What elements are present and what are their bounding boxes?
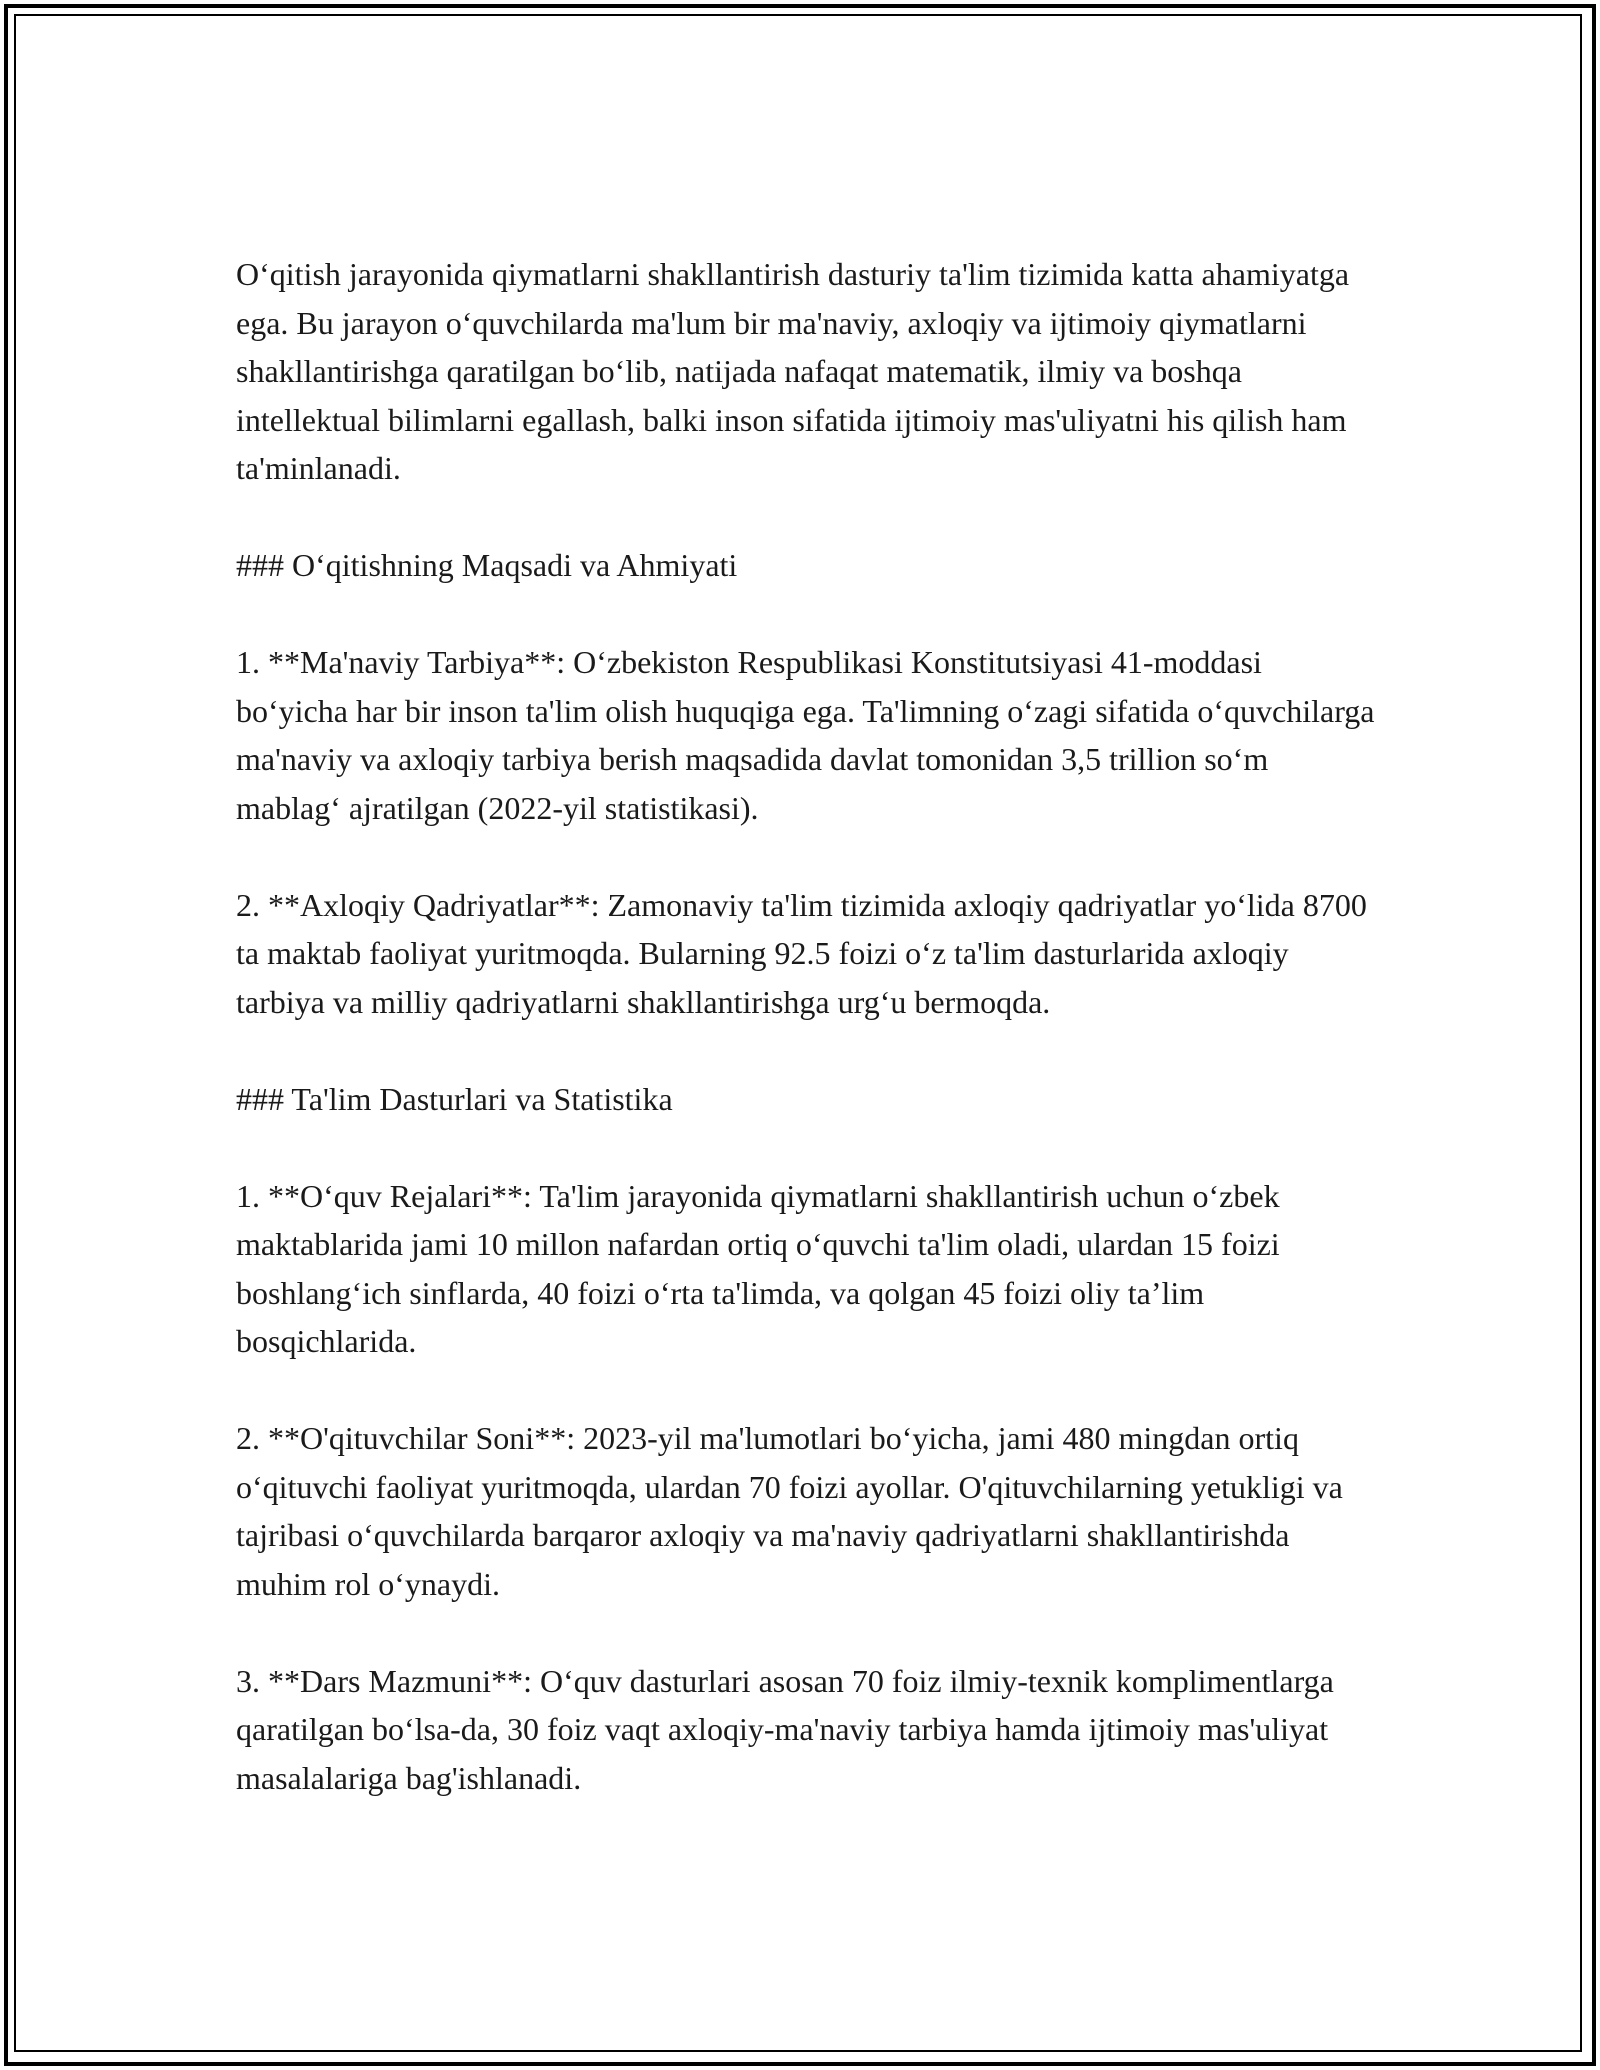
list-item-dars-mazmuni: 3. **Dars Mazmuni**: O‘quv dasturlari asosan 70 foiz ilmiy-texnik komplimentlarga qaratilgan bo‘lsa-da, 30 foiz vaqt axloqiy-ma'naviy tarbiya hamda ijtimoiy mas'uliyat masalalariga bag'ishlanadi. <box>236 1662 1334 1796</box>
list-item-oquv-rejalari: 1. **O‘quv Rejalari**: Ta'lim jarayonida qiymatlarni shakllantirish uchun o‘zbek maktablarida jami 10 millon nafardan ortiq o‘quvchi ta'lim oladi, ulardan 15 foizi boshlang‘ich sinflarda, 40 foizi o‘rta ta'limda, va qolgan 45 foizi oliy ta’lim bosqichlarida. <box>236 1177 1280 1359</box>
list-item-oqituvchilar-soni: 2. **O'qituvchilar Soni**: 2023-yil ma'lumotlari bo‘yicha, jami 480 mingdan ortiq o‘qituvchi faoliyat yuritmoqda, ulardan 70 foizi ayollar. O'qituvchilarning yetukligi va tajribasi o‘quvchilarda barqaror axloqiy va ma'naviy qadriyatlarni shakllantirishda muhim rol o‘ynaydi. <box>236 1420 1343 1602</box>
list-item-axloqiy-qadriyatlar: 2. **Axloqiy Qadriyatlar**: Zamonaviy ta'lim tizimida axloqiy qadriyatlar yo‘lida 8700 ta maktab faoliyat yuritmoqda. Bularning 92.5 foizi o‘z ta'lim dasturlarida axloqiy tarbiya va milliy qadriyatlarni shakllantirishga urg‘u bermoqda. <box>236 886 1367 1020</box>
section-heading-dasturlari: ### Ta'lim Dasturlari va Statistika <box>236 1080 673 1117</box>
intro-paragraph: O‘qitish jarayonida qiymatlarni shakllantirish dasturiy ta'lim tizimida katta ahamiyatga ega. Bu jarayon o‘quvchilarda ma'lum bir ma'naviy, axloqiy va ijtimoiy qiymatlarni shakllantirishga qaratilgan bo‘lib, natijada nafaqat matematik, ilmiy va boshqa intellektual bilimlarni egallash, balki inson sifatida ijtimoiy mas'uliyatni his qilish ham ta'minlanadi. <box>236 256 1350 486</box>
list-item-manaviy-tarbiya: 1. **Ma'naviy Tarbiya**: O‘zbekiston Respublikasi Konstitutsiyasi 41-moddasi bo‘yicha har bir inson ta'lim olish huquqiga ega. Ta'limning o‘zagi sifatida o‘quvchilarga ma'naviy va axloqiy tarbiya berish maqsadida davlat tomonidan 3,5 trillion so‘m mablag‘ ajratilgan (2022-yil statistikasi). <box>236 644 1375 826</box>
document-body <box>236 250 1376 1802</box>
section-heading-maqsadi: ### O‘qitishning Maqsadi va Ahmiyati <box>236 547 738 583</box>
